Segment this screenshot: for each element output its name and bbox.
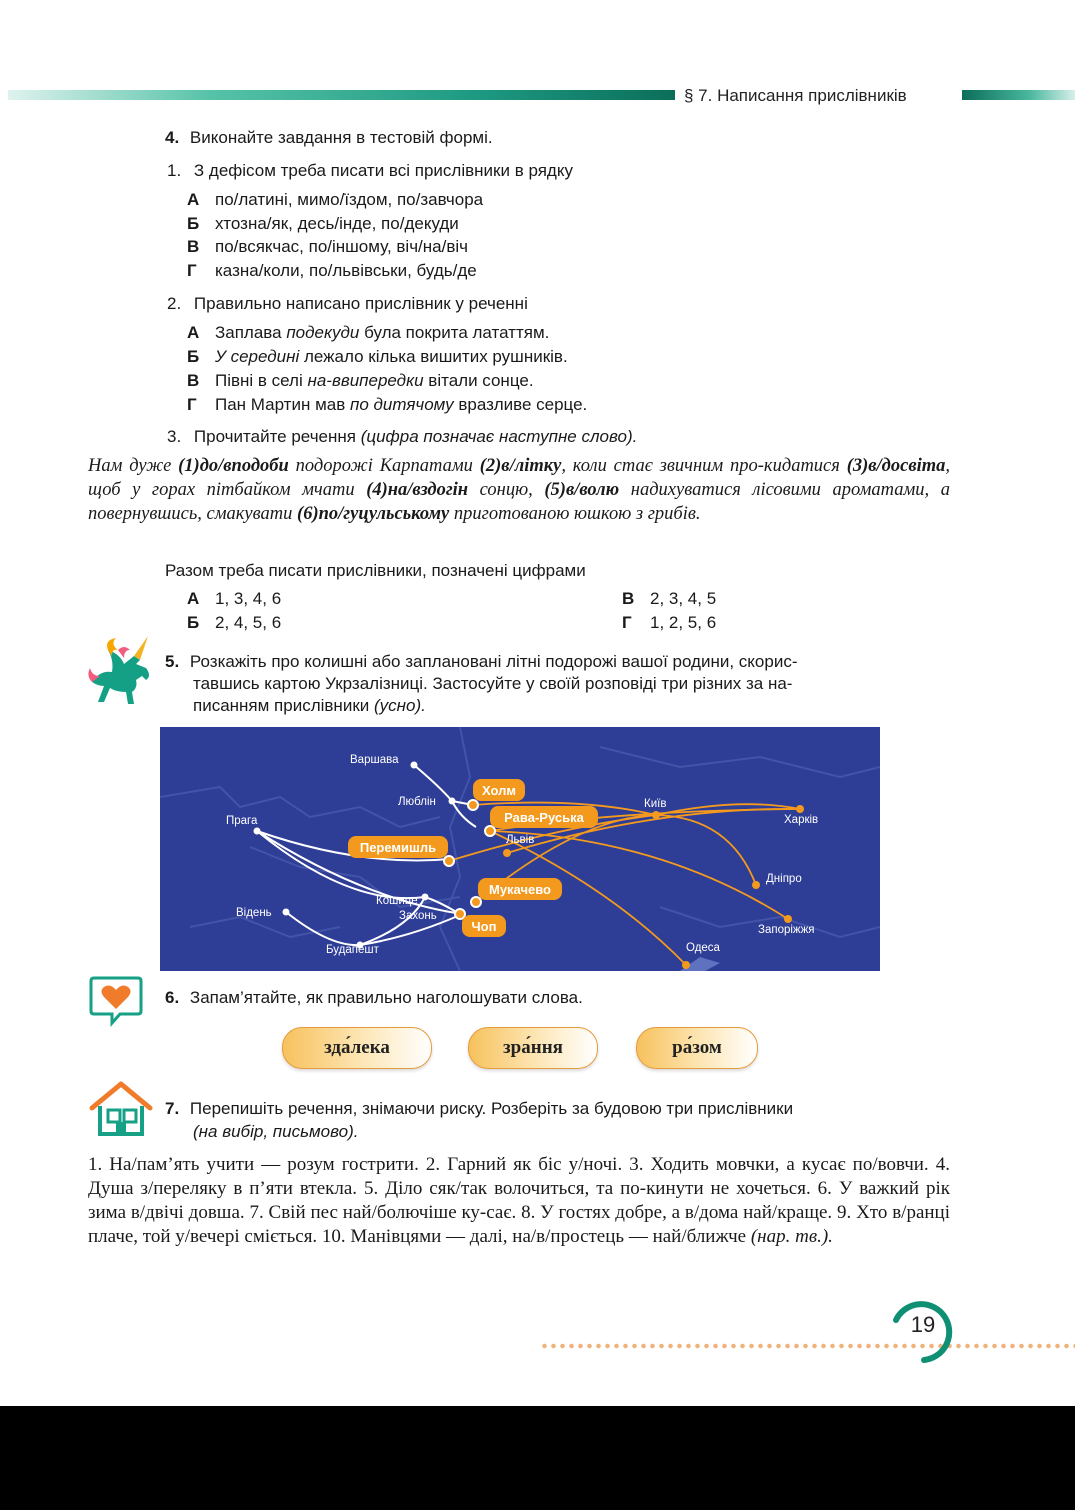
q3-option-a bbox=[187, 587, 281, 611]
task6-heading bbox=[165, 986, 583, 1010]
option-text: хтозна/як, десь/інде, по/декуди bbox=[215, 214, 459, 233]
map-city-label: Дніпро bbox=[766, 873, 802, 885]
option-text-pre: Заплава bbox=[215, 323, 287, 342]
map-highlight-label: Перемишль bbox=[359, 840, 437, 855]
q2-number: 2. bbox=[167, 294, 182, 313]
option-letter: В bbox=[187, 371, 200, 390]
q3-prompt: Разом треба писати прислівники, позначені цифрами bbox=[165, 561, 586, 580]
task7-body: 1. На/пам’ять учити — розум гострити. 2. Гарний як біс у/ночі. 3. Ходить мовчки, а кусає по/вовчи. 4. Душа з/переляку в п’яти втекла. 5. Діло сяк/так волочиться, та по-кинути не хочеться. 6. У важкий рік зима в/двічі довша. 7. Свій пес най/болючіше ку-сає. 8. У гостях добре, а в/дома най/краще. 9. Хто в/ранці плаче, той у/вечері сміється. 10. Манівцями — далі, на/в/простець — най/ближче bbox=[88, 1154, 950, 1247]
task4-heading bbox=[165, 126, 493, 150]
option-letter: А bbox=[187, 589, 200, 608]
task6-number: 6. bbox=[165, 988, 180, 1007]
option-letter: Г bbox=[622, 613, 632, 632]
task5-note: (усно). bbox=[369, 696, 426, 715]
q2-question bbox=[167, 292, 528, 316]
map-city-label: Будапешт bbox=[326, 944, 379, 956]
q3-passage bbox=[88, 454, 950, 526]
map-highlight-label: Мукачево bbox=[488, 882, 552, 897]
q2-option-a bbox=[187, 321, 549, 345]
map-city-label: Запоріжжя bbox=[758, 924, 815, 936]
passage-adverb: (2)в/літку bbox=[479, 456, 562, 476]
option-text-pre: Пан Мартин мав bbox=[215, 395, 350, 414]
option-text: 2, 4, 5, 6 bbox=[215, 613, 282, 632]
option-letter: А bbox=[187, 190, 200, 209]
passage-adverb: (4)на/вздогін bbox=[366, 480, 469, 500]
task7-number: 7. bbox=[165, 1099, 180, 1118]
footer-dots bbox=[540, 1341, 1075, 1351]
task7-source: (нар. тв.). bbox=[746, 1226, 833, 1247]
task4-text: Виконайте завдання в тестовій формі. bbox=[189, 128, 493, 147]
passage-adverb: (3)в/досвіта bbox=[846, 456, 946, 476]
task7-note: (на вибір, письмово). bbox=[193, 1122, 359, 1141]
option-text-post: була покрита лататтям. bbox=[359, 323, 550, 342]
option-letter: Г bbox=[187, 395, 197, 414]
q2-option-c bbox=[187, 369, 534, 393]
passage-adverb: (1)до/вподоби bbox=[178, 456, 289, 476]
passage-text: , коли стає звичним про-кидатися bbox=[561, 456, 847, 476]
passage-text: подорожі Карпатами bbox=[288, 456, 480, 476]
option-letter: Б bbox=[187, 214, 200, 233]
task5-text: Розкажіть про колишні або заплановані літні подорожі вашої родини, скорис- bbox=[189, 652, 798, 671]
heart-speech-icon bbox=[88, 975, 144, 1027]
stress-word-card: зра́ння bbox=[468, 1027, 598, 1069]
q2-option-d bbox=[187, 393, 587, 417]
option-letter: Г bbox=[187, 261, 197, 280]
q2-text: Правильно написано прислівник у реченні bbox=[193, 294, 528, 313]
task5-line1 bbox=[165, 650, 798, 674]
task7-heading bbox=[165, 1097, 793, 1121]
q1-question bbox=[167, 159, 573, 183]
q3-question bbox=[167, 425, 637, 449]
option-adverb: по дитячому bbox=[349, 395, 454, 414]
task5-text: писанням прислівники bbox=[193, 696, 370, 715]
q3-option-c bbox=[622, 587, 716, 611]
option-text: по/всякчас, по/іншому, віч/на/віч bbox=[215, 237, 469, 256]
q1-text: З дефісом треба писати всі прислівники в рядку bbox=[193, 161, 573, 180]
passage-text: , щоб у горах пітбайком мчати bbox=[88, 456, 950, 500]
map-highlight-label: Холм bbox=[482, 783, 516, 798]
passage-adverb: (5)в/волю bbox=[544, 480, 620, 500]
unicorn-icon bbox=[86, 630, 164, 708]
q3-text: Прочитайте речення bbox=[193, 427, 356, 446]
task5-number: 5. bbox=[165, 652, 180, 671]
option-text: казна/коли, по/львівськи, будь/де bbox=[215, 261, 477, 280]
task7-text: Перепишіть речення, знімаючи риску. Розберіть за будовою три прислівники bbox=[189, 1099, 794, 1118]
q3-option-b bbox=[187, 611, 281, 635]
option-text-post: вразливе серце. bbox=[453, 395, 588, 414]
house-icon bbox=[88, 1080, 154, 1136]
option-text-pre: Півні в селі bbox=[215, 371, 308, 390]
task6-text: Запам’ятайте, як правильно наголошувати слова. bbox=[189, 988, 583, 1007]
map-city-label: Відень bbox=[236, 907, 272, 919]
map-city-label: Харків bbox=[784, 814, 819, 826]
option-adverb: на-ввипередки bbox=[307, 371, 424, 390]
map-highlight-label: Рава-Руська bbox=[504, 810, 584, 825]
header-bar-left bbox=[8, 90, 675, 100]
passage-text: Нам дуже bbox=[88, 456, 179, 476]
q1-number: 1. bbox=[167, 161, 182, 180]
option-text: 1, 2, 5, 6 bbox=[650, 613, 717, 632]
option-text-post: вітали сонце. bbox=[423, 371, 534, 390]
railway-map bbox=[160, 727, 880, 971]
option-text: 2, 3, 4, 5 bbox=[650, 589, 717, 608]
map-city-label: Прага bbox=[226, 815, 258, 827]
q1-option-d bbox=[187, 259, 477, 283]
map-city-label: Одеса bbox=[686, 942, 720, 954]
option-adverb: У середині bbox=[215, 347, 300, 366]
q1-option-c bbox=[187, 235, 468, 259]
task5-line3 bbox=[193, 694, 426, 718]
section-title: § 7. Написання прислівників bbox=[684, 86, 907, 105]
map-city-label: Львів bbox=[506, 834, 535, 846]
task4-number: 4. bbox=[165, 128, 180, 147]
map-city-label: Кошице bbox=[376, 895, 418, 907]
option-letter: А bbox=[187, 323, 200, 342]
q3-note: (цифра позначає наступне слово). bbox=[356, 427, 638, 446]
q3-option-d bbox=[622, 611, 716, 635]
option-adverb: подекуди bbox=[286, 323, 360, 342]
q3-number: 3. bbox=[167, 427, 182, 446]
q1-option-a bbox=[187, 188, 483, 212]
header-bar-right bbox=[962, 90, 1075, 100]
option-letter: В bbox=[187, 237, 200, 256]
passage-adverb: (6)по/гуцульському bbox=[297, 504, 450, 524]
passage-text: сонцю, bbox=[468, 480, 545, 500]
option-text: по/латині, мимо/їздом, по/завчора bbox=[215, 190, 484, 209]
option-text-post: лежало кілька вишитих рушників. bbox=[299, 347, 568, 366]
option-letter: В bbox=[622, 589, 635, 608]
option-text: 1, 3, 4, 6 bbox=[215, 589, 282, 608]
map-city-label: Захонь bbox=[399, 910, 437, 922]
page-number: 19 bbox=[910, 1312, 936, 1337]
option-letter: Б bbox=[187, 613, 200, 632]
stress-word-card: ра́зом bbox=[636, 1027, 758, 1069]
q2-option-b bbox=[187, 345, 568, 369]
option-letter: Б bbox=[187, 347, 200, 366]
task7-sentences bbox=[88, 1153, 950, 1249]
map-city-label: Люблін bbox=[398, 796, 436, 808]
task5-line2: тавшись картою Укрзалізниці. Застосуйте у своїй розповіді три різних за на- bbox=[193, 674, 793, 693]
q1-option-b bbox=[187, 212, 459, 236]
map-highlight-label: Чоп bbox=[471, 919, 497, 934]
map-city-label: Варшава bbox=[350, 754, 399, 766]
passage-text: надихуватися лісовими ароматами, а повернувшись, смакувати bbox=[88, 480, 950, 524]
map-city-label: Київ bbox=[644, 798, 667, 810]
passage-text: приготованою юшкою з грибів. bbox=[449, 504, 701, 524]
stress-word-card: зда́лека bbox=[282, 1027, 432, 1069]
